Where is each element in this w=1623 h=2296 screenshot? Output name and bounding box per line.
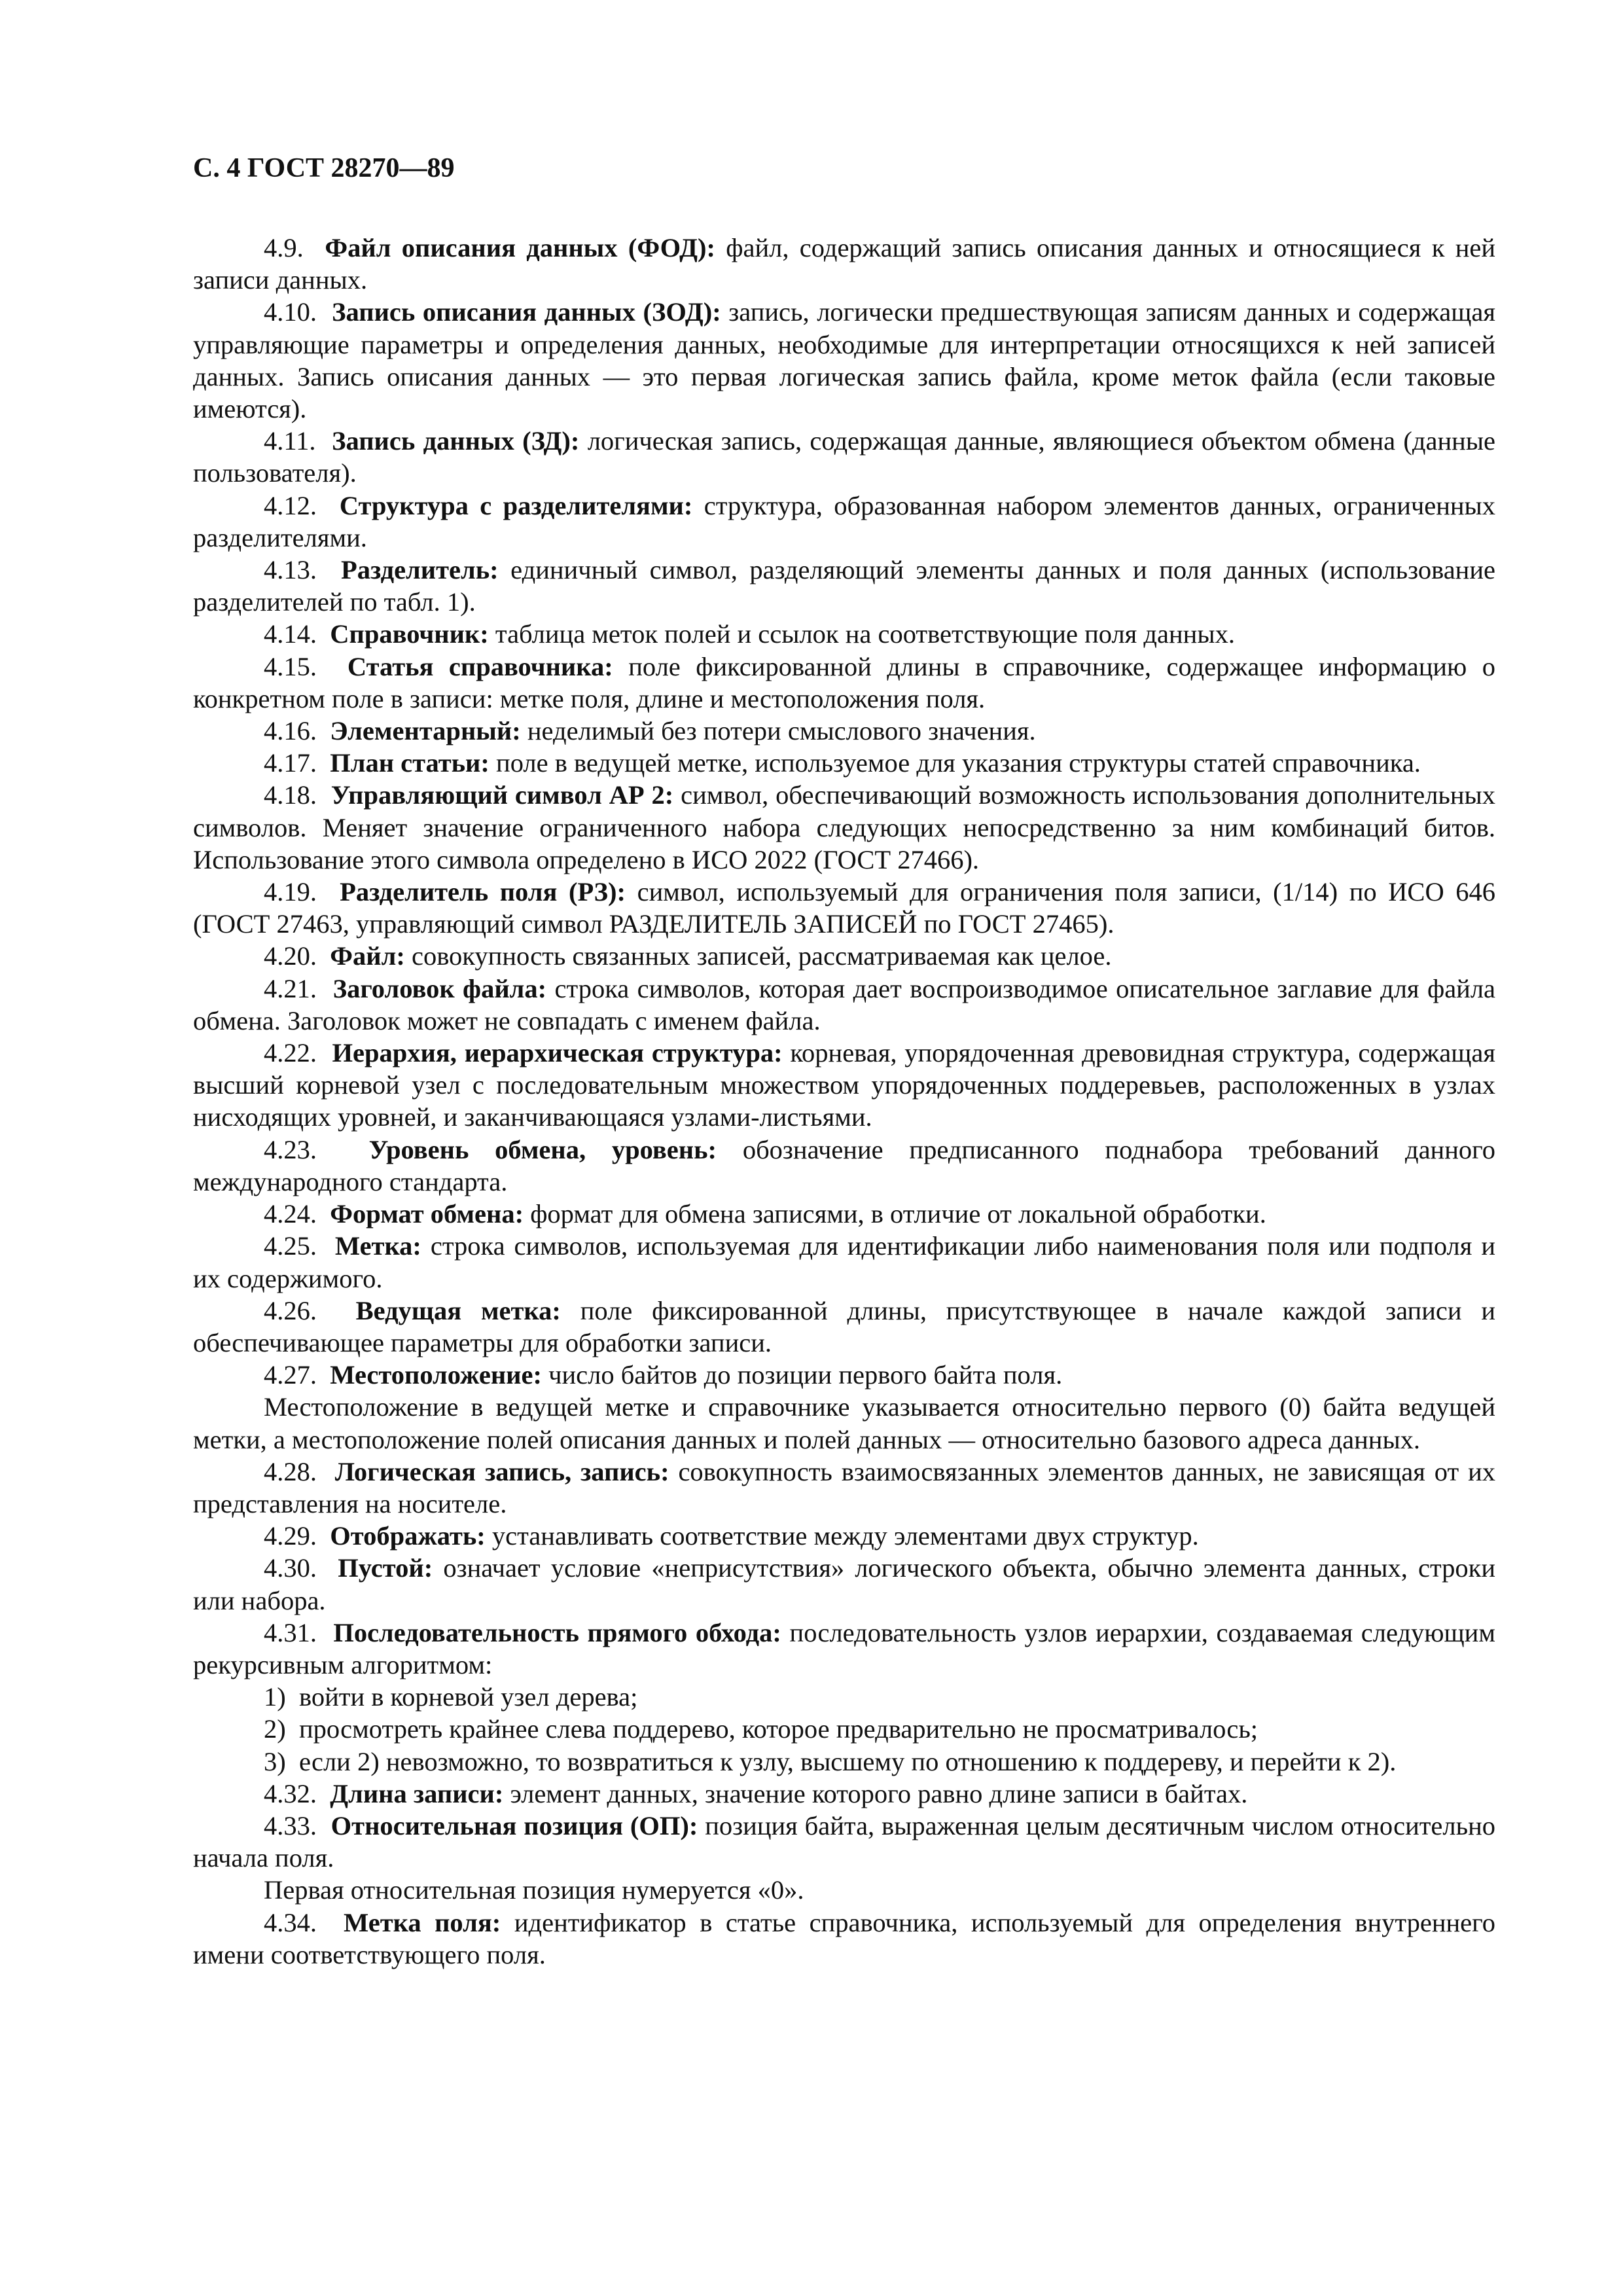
clause-number: 4.29. [264,1521,317,1551]
term-name: Структура с разделителями: [339,490,693,520]
paragraph [193,1874,1495,1906]
clause-number: 4.27. [264,1360,317,1390]
definition-text: если 2) невозможно, то возвратиться к узлу, высшему по отношению к поддереву, и перейти к 2). [299,1746,1397,1776]
definition-text: войти в корневой узел дерева; [299,1682,638,1712]
definition-text: файл, содержащий запись описания данных и относящиеся к ней записи данных. [193,233,1496,295]
definition-text: таблица меток полей и ссылок на соответствующие поля данных. [495,619,1235,649]
paragraph [193,1681,1495,1713]
paragraph [193,973,1495,1037]
clause-number: 4.24. [264,1199,317,1229]
clause-number: 4.26. [264,1295,317,1325]
definition-text: означает условие «неприсутствия» логического объекта, обычно элемента данных, строки или набора. [193,1553,1496,1615]
definition-text: единичный символ, разделяющий элементы данных и поля данных (использование разделителей по табл. 1). [193,555,1496,617]
term-name: Местоположение: [330,1360,542,1390]
paragraph [193,1359,1495,1391]
paragraph [193,940,1495,972]
term-name: Длина записи: [330,1778,504,1808]
definition-text: просмотреть крайнее слева поддерево, которое предварительно не просматривалось; [299,1714,1258,1744]
clause-number: 2) [264,1714,286,1744]
definition-text: логическая запись, содержащая данные, являющиеся объектом обмена (данные пользователя). [193,426,1496,488]
paragraph [193,1295,1495,1359]
definition-text: символ, используемый для ограничения поля записи, (1/14) по ИСО 646 (ГОСТ 27463, управляющий символ РАЗДЕЛИТЕЛЬ ЗАПИСЕЙ по ГОСТ 27465). [193,877,1496,939]
term-name: Последовательность прямого обхода: [333,1617,781,1647]
term-name: Метка поля: [344,1907,501,1937]
definition-text: устанавливать соответствие между элементами двух структур. [491,1521,1199,1551]
paragraph [193,1552,1495,1616]
page-header: С. 4 ГОСТ 28270—89 [193,153,455,183]
paragraph [193,715,1495,747]
definition-text: совокупность связанных записей, рассматриваемая как целое. [411,941,1112,971]
clause-number: 4.25. [264,1231,317,1261]
clause-number: 4.13. [264,555,317,585]
paragraph [193,1713,1495,1745]
clause-number: 4.9. [264,233,304,262]
paragraph [193,1134,1495,1198]
definition-text: обозначение предписанного поднабора требований данного международного стандарта. [193,1134,1495,1196]
clause-number: 3) [264,1746,286,1776]
term-name: Файл: [330,941,405,971]
definition-text: структура, образованная набором элементов данных, ограниченных разделителями. [193,490,1496,552]
paragraph [193,1810,1495,1874]
paragraph [193,296,1495,425]
definition-text: корневая, упорядоченная древовидная структура, содержащая высший корневой узел с последовательным множеством упорядоченных поддеревьев, расположенных в узлах нисходящих уровней, и заканчивающаяся узлами-листьями. [193,1038,1495,1132]
paragraph [193,1230,1495,1294]
clause-number: 4.18. [264,780,317,810]
clause-number: 4.30. [264,1553,317,1583]
definition-text: Местоположение в ведущей метке и справочнике указывается относительно первого (0) байта ведущей метки, а местоположение полей описания данных и полей данных — относительно базового адреса данных. [193,1392,1495,1454]
clause-number: 1) [264,1682,286,1712]
term-name: Метка: [334,1231,421,1261]
paragraph [193,232,1495,296]
clause-number: 4.28. [264,1456,317,1486]
definition-text: формат для обмена записями, в отличие от локальной обработки. [530,1199,1266,1229]
term-name: Уровень обмена, уровень: [368,1134,717,1164]
definition-text: поле в ведущей метке, используемое для указания структуры статей справочника. [496,748,1421,778]
paragraph [193,1037,1495,1134]
definition-text: запись, логически предшествующая записям данных и содержащая управляющие параметры и определения данных, необходимые для интерпретации относящихся к ней записей данных. Запись описания данных — это первая логическая запись файла, кроме меток файла (если таковые имеются). [193,297,1496,424]
definition-text: совокупность взаимосвязанных элементов данных, не зависящая от их представления на носителе. [193,1456,1495,1518]
clause-number: 4.21. [264,973,317,1003]
term-name: Относительная позиция (ОП): [330,1810,698,1840]
clause-number: 4.33. [264,1810,317,1840]
clause-number: 4.23. [264,1134,317,1164]
definition-text: позиция байта, выраженная целым десятичным числом относительно начала поля. [193,1810,1496,1873]
definition-text: строка символов, используемая для идентификации либо наименования поля или подполя и их содержимого. [193,1231,1496,1293]
clause-number: 4.10. [264,297,317,327]
document-page [193,0,1495,1971]
paragraph [193,1520,1495,1552]
term-name: Формат обмена: [330,1199,524,1229]
clause-number: 4.22. [264,1038,317,1068]
term-name: Разделитель поля (РЗ): [340,877,626,907]
definition-text: символ, обеспечивающий возможность использования дополнительных символов. Меняет значение ограниченного набора следующих непосредственно за ним комбинаций битов. Использование этого символа определено в ИСО 2022 (ГОСТ 27466). [193,780,1496,874]
term-name: Разделитель: [341,555,499,585]
clause-number: 4.32. [264,1778,317,1808]
paragraph [193,876,1495,940]
definition-text: идентификатор в статье справочника, используемый для определения внутреннего имени соответствующего поля. [193,1907,1496,1969]
paragraph [193,1907,1495,1971]
clause-number: 4.12. [264,490,317,520]
clause-number: 4.19. [264,877,317,907]
term-name: Заголовок файла: [332,973,547,1003]
clause-number: 4.16. [264,716,317,746]
definition-text: число байтов до позиции первого байта поля. [548,1360,1063,1390]
definition-text: строка символов, которая дает воспроизводимое описательное заглавие для файла обмена. Заголовок может не совпадать с именем файла. [193,973,1496,1035]
term-name: Иерархия, иерархическая структура: [332,1038,783,1068]
term-name: Запись описания данных (ЗОД): [332,297,721,327]
term-name: Пустой: [338,1553,433,1583]
clause-number: 4.31. [264,1617,317,1647]
paragraph [193,1617,1495,1681]
term-name: Отображать: [330,1521,486,1551]
term-name: Файл описания данных (ФОД): [325,233,715,262]
clause-number: 4.14. [264,619,317,649]
term-name: Статья справочника: [347,651,613,681]
term-name: План статьи: [330,748,490,778]
term-name: Справочник: [330,619,489,649]
definition-text: Первая относительная позиция нумеруется «0». [264,1875,804,1905]
clause-number: 4.20. [264,941,317,971]
paragraph [193,1778,1495,1810]
clause-number: 4.17. [264,748,317,778]
definition-text: поле фиксированной длины, присутствующее в начале каждой записи и обеспечивающее параметры для обработки записи. [193,1295,1496,1357]
paragraph [193,651,1495,715]
paragraph [193,554,1495,618]
definition-text: поле фиксированной длины в справочнике, содержащее информацию о конкретном поле в записи: метке поля, длине и местоположения поля. [193,651,1496,713]
paragraph [193,1746,1495,1778]
definition-text: последовательность узлов иерархии, создаваемая следующим рекурсивным алгоритмом: [193,1617,1495,1679]
term-name: Логическая запись, запись: [334,1456,669,1486]
term-name: Управляющий символ АР 2: [330,780,674,810]
clause-number: 4.15. [264,651,317,681]
term-name: Запись данных (ЗД): [332,426,580,456]
paragraph [193,490,1495,554]
clause-number: 4.34. [264,1907,317,1937]
paragraph [193,1456,1495,1520]
definition-text: неделимый без потери смыслового значения. [527,716,1036,746]
clause-number: 4.11. [264,426,316,456]
paragraph [193,779,1495,876]
paragraph [193,747,1495,779]
paragraph [193,618,1495,650]
term-name: Элементарный: [330,716,521,746]
paragraph [193,1198,1495,1230]
term-name: Ведущая метка: [355,1295,561,1325]
paragraph [193,1391,1495,1455]
definition-text: элемент данных, значение которого равно длине записи в байтах. [510,1778,1248,1808]
document-body [193,232,1495,1971]
paragraph [193,425,1495,489]
